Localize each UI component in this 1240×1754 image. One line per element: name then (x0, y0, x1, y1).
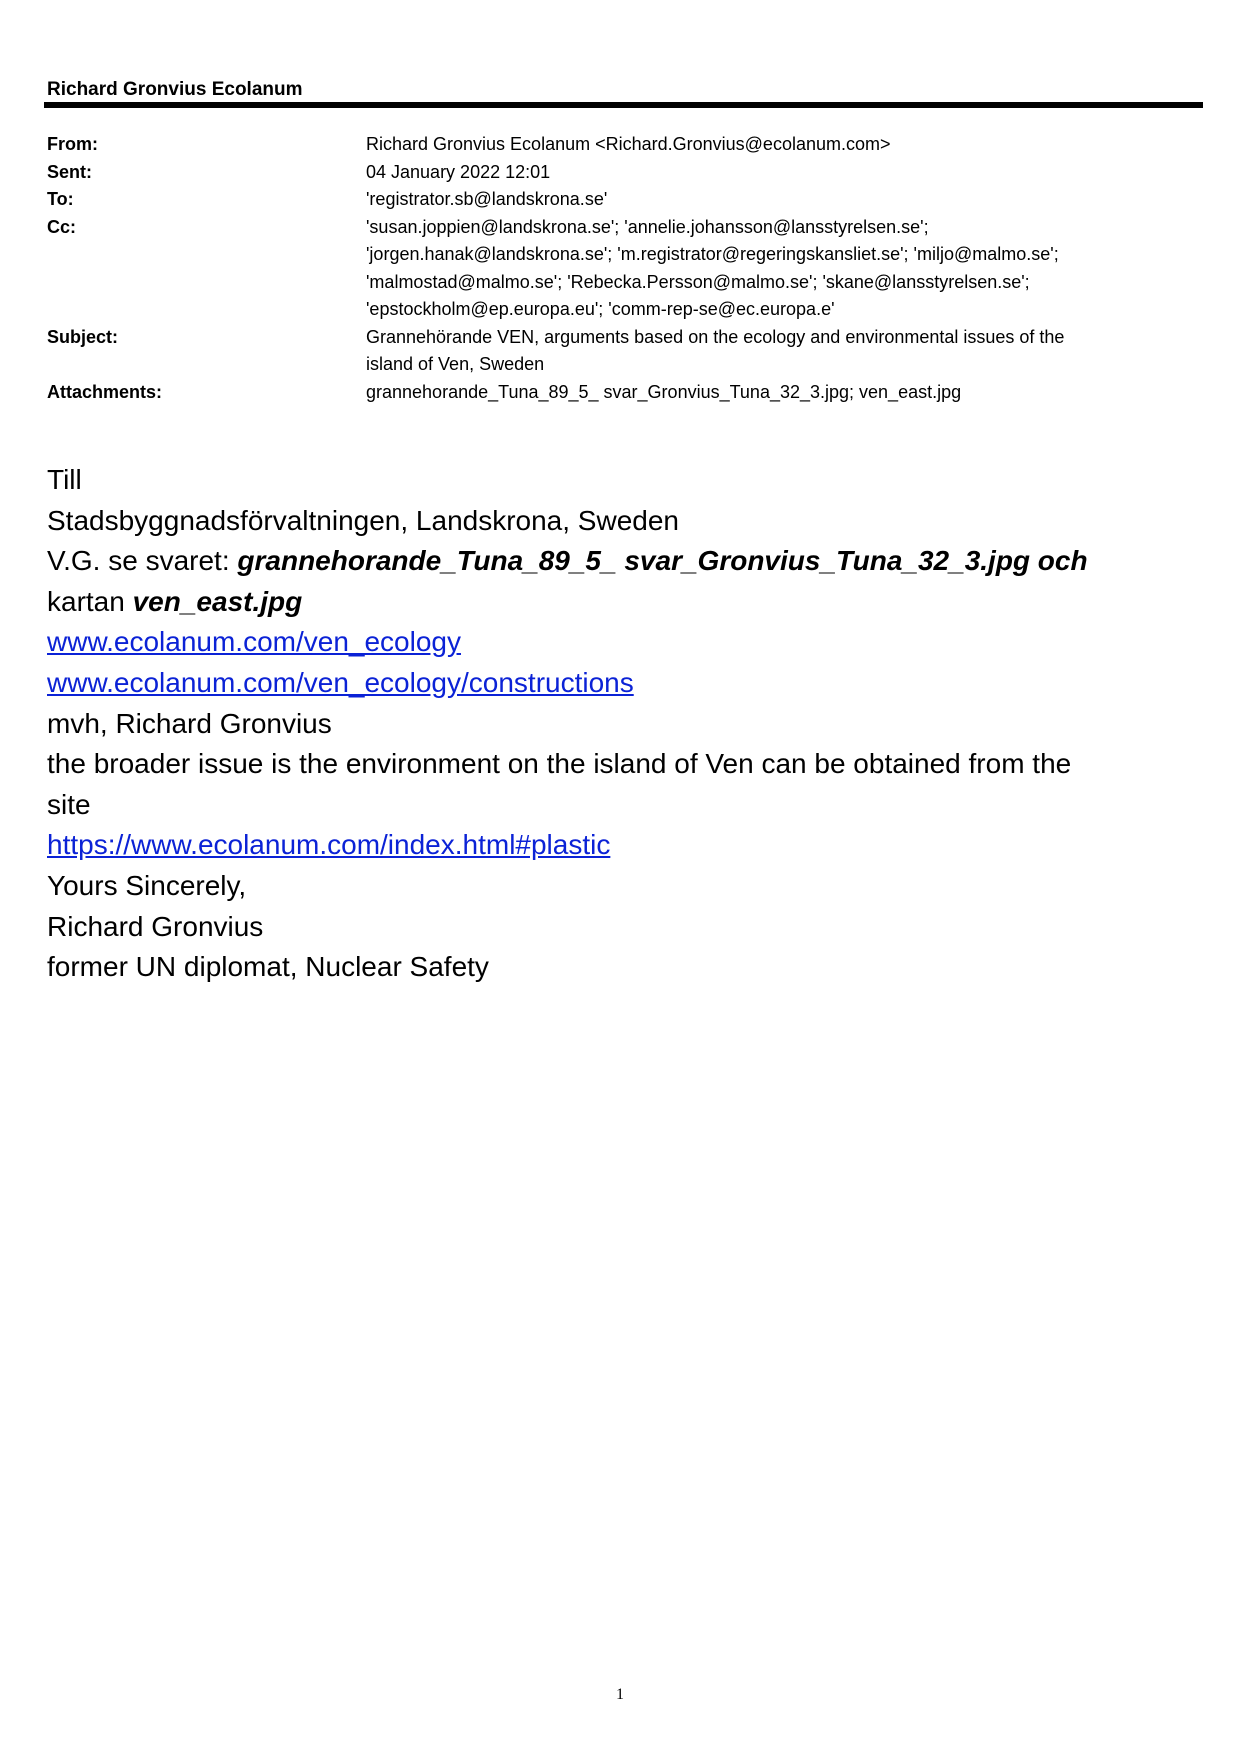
attachments-value (366, 379, 1197, 407)
map-filename: ven_east.jpg (132, 585, 303, 617)
email-header-block (47, 131, 1197, 406)
ven-constructions-link[interactable]: www.ecolanum.com/ven_ecology/constructions (47, 666, 634, 698)
body-text-line: site (47, 788, 91, 820)
map-prefix: kartan (47, 585, 133, 617)
sent-date: 04 January 2022 12:01 (366, 161, 551, 182)
cc-line: 'malmostad@malmo.se'; 'Rebecka.Persson@malmo.se'; 'skane@lansstyrelsen.se'; (366, 271, 1030, 292)
to-label: To: (47, 189, 74, 209)
attachments-row (47, 379, 1197, 407)
sender-heading: Richard Gronvius Ecolanum (47, 79, 303, 100)
from-label: From: (47, 134, 98, 154)
from-row (47, 131, 1197, 159)
cc-line: 'susan.joppien@landskrona.se'; 'annelie.johansson@lansstyrelsen.se'; (366, 216, 929, 237)
link-line (47, 825, 1207, 866)
email-body (47, 460, 1207, 988)
closing-line: Yours Sincerely, (47, 869, 247, 901)
from-address: Richard Gronvius Ecolanum <Richard.Gronvius@ecolanum.com> (366, 134, 891, 154)
ven-ecology-link[interactable]: www.ecolanum.com/ven_ecology (47, 626, 461, 658)
reference-filename: grannehorande_Tuna_89_5_ svar_Gronvius_Tuna_32_3.jpg och (237, 545, 1088, 577)
to-address: 'registrator.sb@landskrona.se' (366, 189, 608, 209)
sent-row (47, 159, 1197, 187)
subject-line: island of Ven, Sweden (366, 354, 545, 374)
link-line (47, 622, 1207, 663)
page-number: 1 (616, 1686, 624, 1703)
sent-value (366, 159, 1197, 187)
attachments-label: Attachments: (47, 381, 163, 402)
recipient-line: Stadsbyggnadsförvaltningen, Landskrona, Sweden (47, 504, 679, 536)
reference-line (47, 541, 1207, 582)
sent-label: Sent: (47, 161, 92, 182)
regards-line: mvh, Richard Gronvius (47, 707, 332, 739)
cc-row (47, 214, 1197, 324)
body-text-line: the broader issue is the environment on the island of Ven can be obtained from the (47, 748, 1072, 780)
link-line (47, 663, 1207, 704)
attachment-list: grannehorande_Tuna_89_5_ svar_Gronvius_Tuna_32_3.jpg; ven_east.jpg (366, 381, 962, 402)
subject-row (47, 324, 1197, 379)
subject-label: Subject: (47, 326, 119, 347)
signature-name: Richard Gronvius (47, 910, 264, 942)
to-value (366, 186, 1197, 214)
signature-title: former UN diplomat, Nuclear Safety (47, 951, 489, 983)
to-row (47, 186, 1197, 214)
subject-line: Grannehörande VEN, arguments based on the ecology and environmental issues of the (366, 326, 1065, 347)
subject-value (366, 324, 1197, 379)
reference-prefix: V.G. se svaret: (47, 545, 238, 577)
map-line (47, 582, 1207, 623)
cc-line: 'epstockholm@ep.europa.eu'; 'comm-rep-se@ec.europa.e' (366, 299, 835, 319)
cc-value (366, 214, 1197, 324)
header-divider (44, 102, 1203, 108)
greeting-line: Till (47, 464, 82, 495)
cc-label: Cc: (47, 216, 77, 237)
cc-line: 'jorgen.hanak@landskrona.se'; 'm.registrator@regeringskansliet.se'; 'miljo@malmo.se'; (366, 244, 1059, 264)
plastic-link[interactable]: https://www.ecolanum.com/index.html#plastic (47, 829, 611, 861)
from-value (366, 131, 1197, 159)
